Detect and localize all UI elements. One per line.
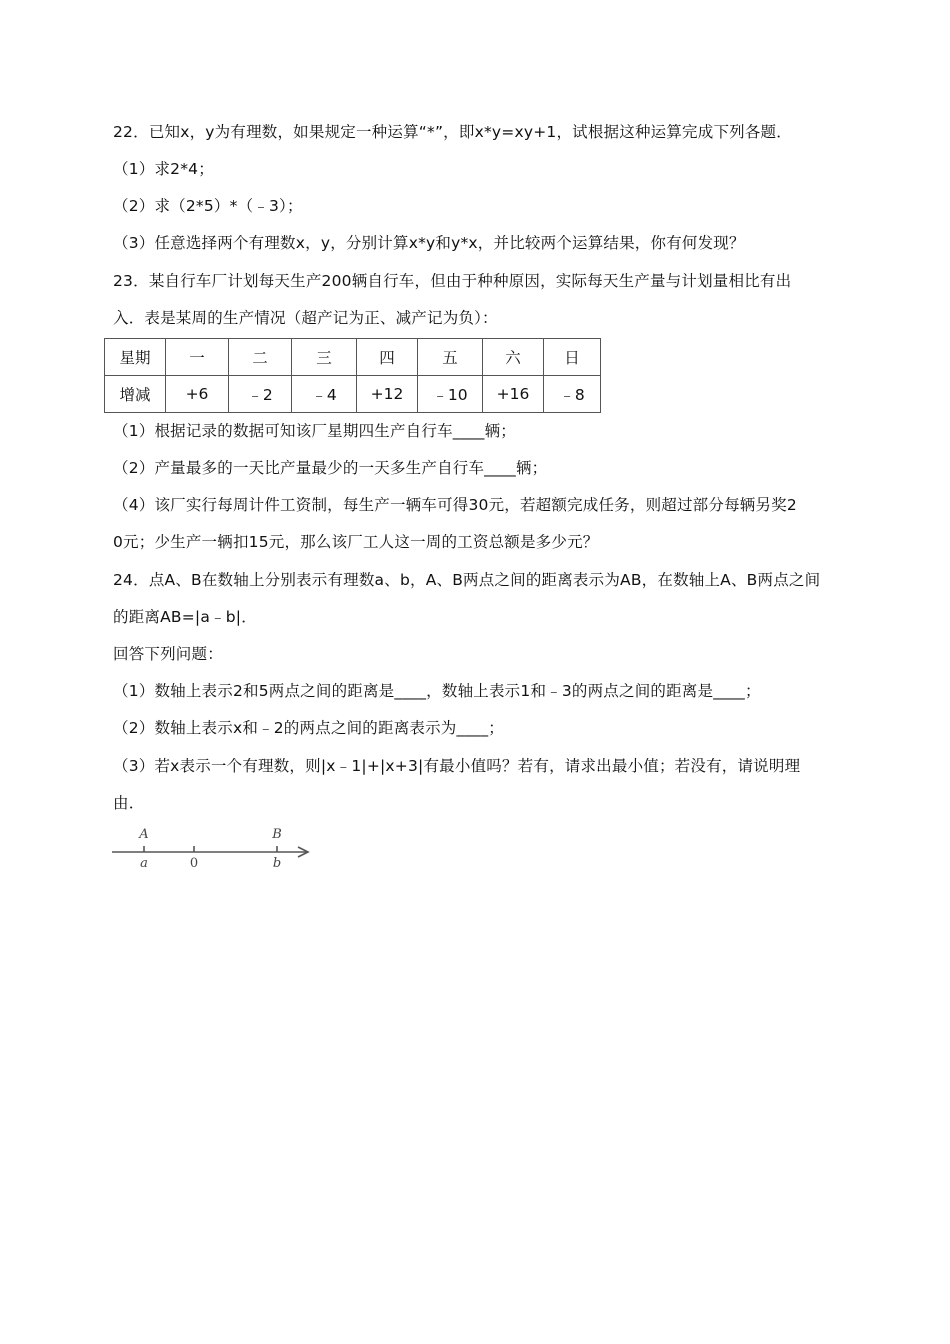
q23-part2: （2）产量最多的一天比产量最少的一天多生产自行车____辆；: [113, 459, 548, 477]
table-day-1: 一: [166, 339, 229, 376]
q24-part2: （2）数轴上表示x和﹣2的两点之间的距离表示为____；: [113, 719, 504, 737]
table-row-weekday: [105, 339, 601, 376]
q22-stem: 22．已知x，y为有理数，如果规定一种运算“*”，即x*y=xy+1，试根据这种运算完成下列各题．: [113, 123, 792, 141]
table-day-6: 六: [483, 339, 544, 376]
production-table: [104, 338, 601, 413]
table-value-7: ﹣8: [544, 376, 601, 413]
table-value-5: ﹣10: [418, 376, 483, 413]
q23-part4-line2: 0元；少生产一辆扣15元，那么该厂工人这一周的工资总额是多少元？: [113, 533, 599, 551]
q24-answer-prompt: 回答下列问题：: [113, 645, 223, 663]
table-value-2: ﹣2: [229, 376, 292, 413]
table-day-2: 二: [229, 339, 292, 376]
q24-stem-line2: 的距离AB=|a﹣b|．: [113, 608, 257, 626]
q23-part4-line1: （4）该厂实行每周计件工资制，每生产一辆车可得30元，若超额完成任务，则超过部分每辆另奖2: [113, 496, 797, 514]
table-value-3: ﹣4: [292, 376, 357, 413]
q24-part3-line1: （3）若x表示一个有理数，则|x﹣1|+|x+3|有最小值吗？若有，请求出最小值；若没有，请说明理: [113, 757, 801, 775]
q23-stem-line1: 23．某自行车厂计划每天生产200辆自行车，但由于种种原因，实际每天生产量与计划量相比有出: [113, 272, 792, 290]
q22-part3: （3）任意选择两个有理数x，y，分别计算x*y和y*x，并比较两个运算结果，你有何发现？: [113, 234, 745, 252]
q24-stem-line1: 24．点A、B在数轴上分别表示有理数a、b，A、B两点之间的距离表示为AB，在数轴上A、B两点之间: [113, 571, 821, 589]
number-line-figure: [110, 822, 320, 874]
q23-part1: （1）根据记录的数据可知该厂星期四生产自行车____辆；: [113, 422, 516, 440]
value-b-label: b: [272, 856, 282, 871]
point-b-label: B: [272, 827, 282, 842]
q22-part1: （1）求2*4；: [113, 160, 214, 178]
table-row-change: [105, 376, 601, 413]
table-day-3: 三: [292, 339, 357, 376]
q24-part3-line2: 由．: [113, 794, 145, 812]
value-a-label: a: [140, 856, 148, 871]
q22-part2: （2）求（2*5）*（﹣3）；: [113, 197, 303, 215]
table-value-4: +12: [357, 376, 418, 413]
table-day-5: 五: [418, 339, 483, 376]
table-value-6: +16: [483, 376, 544, 413]
table-value-1: +6: [166, 376, 229, 413]
table-day-4: 四: [357, 339, 418, 376]
value-zero-label: 0: [189, 856, 199, 871]
table-row-label: 增减: [105, 376, 166, 413]
table-day-7: 日: [544, 339, 601, 376]
q23-stem-line2: 入．表是某周的生产情况（超产记为正、减产记为负）：: [113, 309, 498, 327]
point-a-label: A: [139, 827, 149, 842]
q24-part1: （1）数轴上表示2和5两点之间的距离是____，数轴上表示1和﹣3的两点之间的距离是____；: [113, 682, 761, 700]
table-header-label: 星期: [105, 339, 166, 376]
